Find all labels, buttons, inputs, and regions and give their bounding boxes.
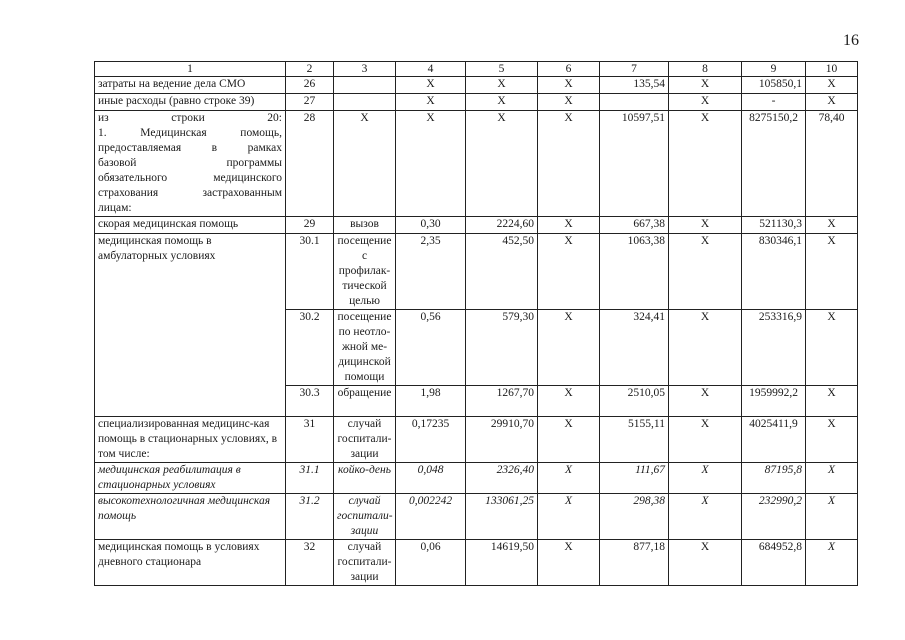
table-cell: -	[742, 94, 806, 111]
table-cell: 2510,05	[600, 386, 669, 417]
label-line: из строки 20:	[98, 112, 282, 124]
table-cell: X	[669, 463, 742, 494]
label-line: 1. Медицинская помощь,	[98, 127, 282, 139]
row-label: скорая медицинская помощь	[95, 217, 286, 234]
table-cell: X	[538, 540, 600, 586]
table-cell: 232990,2	[742, 494, 806, 540]
header-cell: 5	[466, 62, 538, 77]
row-label: медицинская помощь в амбулаторных условиях	[95, 234, 286, 417]
unit-cell	[334, 77, 396, 94]
row-number: 31.2	[286, 494, 334, 540]
table-cell: X	[466, 77, 538, 94]
table-cell: 0,06	[396, 540, 466, 586]
table-cell: 2224,60	[466, 217, 538, 234]
table-cell: X	[806, 463, 858, 494]
table-cell: 877,18	[600, 540, 669, 586]
unit-cell: случай госпитали-зации	[334, 540, 396, 586]
header-cell: 2	[286, 62, 334, 77]
table-cell: X	[669, 310, 742, 386]
row-number: 32	[286, 540, 334, 586]
table-cell: 324,41	[600, 310, 669, 386]
header-cell: 8	[669, 62, 742, 77]
label-line: обязательного медицинского	[98, 172, 282, 184]
table-cell: X	[806, 417, 858, 463]
table-cell: 667,38	[600, 217, 669, 234]
table-cell: 452,50	[466, 234, 538, 310]
unit-cell: случай госпитали-зации	[334, 494, 396, 540]
table-cell: 830346,1	[742, 234, 806, 310]
table-cell: 684952,8	[742, 540, 806, 586]
header-cell: 10	[806, 62, 858, 77]
data-table	[94, 61, 858, 586]
table-cell: 1,98	[396, 386, 466, 417]
unit-cell: посещение с профилак-тической целью	[334, 234, 396, 310]
table-cell: X	[466, 111, 538, 217]
table-cell: 0,56	[396, 310, 466, 386]
table-cell: 111,67	[600, 463, 669, 494]
table-cell: 253316,9	[742, 310, 806, 386]
table-cell: X	[806, 94, 858, 111]
table-row	[95, 94, 858, 111]
table-row	[95, 463, 858, 494]
unit-cell: случай госпитали-зации	[334, 417, 396, 463]
unit-cell: посещение по неотло-жной ме-дицинской помощи	[334, 310, 396, 386]
table-cell: 29910,70	[466, 417, 538, 463]
table-cell: X	[806, 217, 858, 234]
label-line: лицам:	[98, 202, 132, 214]
row-number: 30.1	[286, 234, 334, 310]
unit-cell: обращение	[334, 386, 396, 417]
table-cell: 14619,50	[466, 540, 538, 586]
table-row	[95, 417, 858, 463]
table-cell: X	[669, 217, 742, 234]
table-cell: X	[538, 234, 600, 310]
table-cell: 0,048	[396, 463, 466, 494]
table-cell: 0,17235	[396, 417, 466, 463]
unit-cell: койко-день	[334, 463, 396, 494]
row-label: специализированная медицинс-кая помощь в стационарных условиях, в том числе:	[95, 417, 286, 463]
unit-cell: вызов	[334, 217, 396, 234]
table-cell: X	[669, 94, 742, 111]
table-cell: X	[669, 234, 742, 310]
table-cell: 2,35	[396, 234, 466, 310]
table-cell: X	[806, 234, 858, 310]
header-cell: 3	[334, 62, 396, 77]
table-cell: 0,002242	[396, 494, 466, 540]
table-cell: X	[396, 94, 466, 111]
table-cell: 5155,11	[600, 417, 669, 463]
row-number: 28	[286, 111, 334, 217]
row-number: 30.2	[286, 310, 334, 386]
row-number: 29	[286, 217, 334, 234]
table-cell: X	[806, 494, 858, 540]
table-row	[95, 540, 858, 586]
row-number: 26	[286, 77, 334, 94]
header-row	[95, 62, 858, 77]
table-cell: 1063,38	[600, 234, 669, 310]
table-row	[95, 494, 858, 540]
table-cell: X	[396, 77, 466, 94]
table-cell: X	[669, 77, 742, 94]
table-cell	[600, 94, 669, 111]
row-label	[95, 111, 286, 217]
header-cell: 7	[600, 62, 669, 77]
table-cell: X	[669, 417, 742, 463]
row-number: 30.3	[286, 386, 334, 417]
table-cell: 4025411,9	[742, 417, 806, 463]
table-cell: X	[806, 386, 858, 417]
table-cell: X	[806, 540, 858, 586]
table-cell: X	[538, 111, 600, 217]
table-cell: 1959992,2	[742, 386, 806, 417]
table-cell: 8275150,2	[742, 111, 806, 217]
table-cell: 1267,70	[466, 386, 538, 417]
table-cell: X	[396, 111, 466, 217]
table-cell: 133061,25	[466, 494, 538, 540]
table-row	[95, 111, 858, 217]
table-row	[95, 77, 858, 94]
table-cell: X	[538, 310, 600, 386]
table-row	[95, 217, 858, 234]
table-cell: 0,30	[396, 217, 466, 234]
table-cell: 2326,40	[466, 463, 538, 494]
table-cell: 78,40	[806, 111, 858, 217]
table-cell: 135,54	[600, 77, 669, 94]
row-number: 31.1	[286, 463, 334, 494]
table-cell: 579,30	[466, 310, 538, 386]
table-cell: X	[538, 94, 600, 111]
unit-cell	[334, 94, 396, 111]
header-cell: 6	[538, 62, 600, 77]
table-cell: X	[669, 540, 742, 586]
table-cell: 521130,3	[742, 217, 806, 234]
table-cell: X	[669, 494, 742, 540]
table-cell: X	[806, 77, 858, 94]
table-cell: X	[538, 494, 600, 540]
header-cell: 4	[396, 62, 466, 77]
table-cell: X	[669, 386, 742, 417]
row-label: медицинская реабилитация в стационарных условиях	[95, 463, 286, 494]
row-label: затраты на ведение дела СМО	[95, 77, 286, 94]
row-label: медицинская помощь в условиях дневного стационара	[95, 540, 286, 586]
table-cell: X	[538, 77, 600, 94]
header-cell: 1	[95, 62, 286, 77]
row-number: 27	[286, 94, 334, 111]
table-cell: X	[669, 111, 742, 217]
table-cell: 10597,51	[600, 111, 669, 217]
page-number: 16	[843, 32, 859, 49]
table-cell: X	[538, 417, 600, 463]
row-label: иные расходы (равно строке 39)	[95, 94, 286, 111]
table-cell: X	[466, 94, 538, 111]
label-line: страхования застрахованным	[98, 187, 282, 199]
table-cell: X	[538, 217, 600, 234]
table-cell: X	[806, 310, 858, 386]
table-row	[95, 234, 858, 310]
label-line: базовой программы	[98, 157, 282, 169]
table-cell: 298,38	[600, 494, 669, 540]
table-cell: X	[538, 386, 600, 417]
row-number: 31	[286, 417, 334, 463]
header-cell: 9	[742, 62, 806, 77]
label-line: предоставляемая в рамках	[98, 142, 282, 154]
table-cell: X	[538, 463, 600, 494]
table-cell: 105850,1	[742, 77, 806, 94]
row-label: высокотехнологичная медицинская помощь	[95, 494, 286, 540]
unit-cell: X	[334, 111, 396, 217]
table-cell: 87195,8	[742, 463, 806, 494]
